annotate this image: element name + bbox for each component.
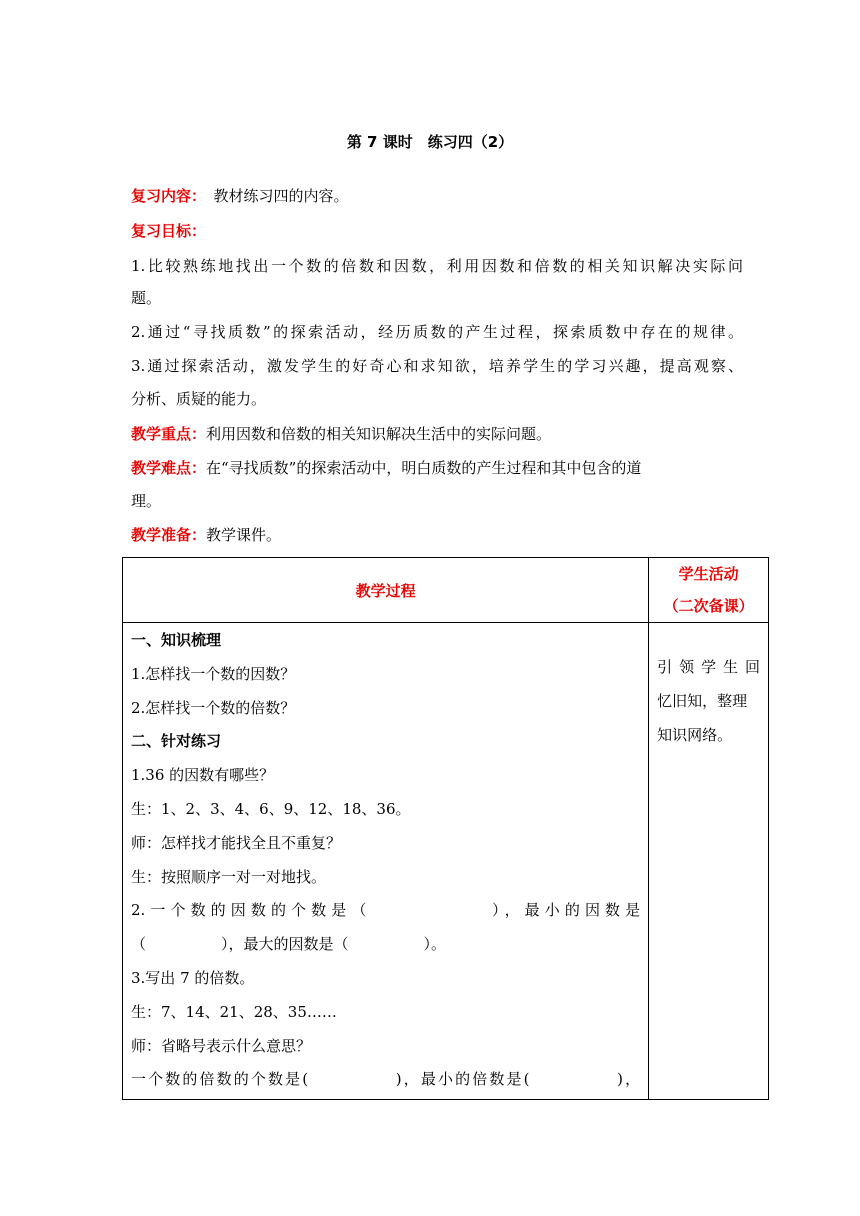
content-line: 生：7、14、21、28、35……	[131, 1002, 337, 1021]
review-goals-heading	[131, 220, 743, 242]
review-goal-line: 1.比较熟练地找出一个数的倍数和因数，利用因数和倍数的相关知识解决实际问	[131, 257, 743, 275]
review-goal-line: 分析、质疑的能力。	[131, 390, 267, 408]
content-line: 2.一个数的因数的个数是（ ），最小的因数是	[131, 901, 641, 920]
review-content-line	[131, 185, 743, 207]
table-body-row	[123, 623, 769, 1100]
header-teaching-process: 教学过程	[123, 558, 649, 623]
difficulty-line	[131, 457, 743, 479]
review-content-label: 复习内容：	[131, 187, 199, 205]
difficulty-label: 教学难点：	[131, 459, 207, 477]
content-line: 3.写出 7 的倍数。	[131, 968, 255, 987]
content-line: 生：1、2、3、4、6、9、12、18、36。	[131, 799, 411, 818]
content-line: 1.怎样找一个数的因数？	[131, 664, 296, 683]
key-point-line	[131, 423, 743, 445]
review-content-text: 教材练习四的内容。	[198, 187, 349, 205]
preparation-text: 教学课件。	[206, 526, 282, 544]
key-point-label: 教学重点：	[131, 425, 207, 443]
difficulty-text: 在“寻找质数”的探索活动中，明白质数的产生过程和其中包含的道	[206, 459, 642, 477]
teaching-process-cell	[123, 623, 649, 1100]
preparation-line	[131, 524, 743, 546]
page-title: 第 7 课时 练习四（2）	[346, 133, 514, 151]
content-line: 2.怎样找一个数的倍数？	[131, 698, 296, 717]
content-line: 1.36 的因数有哪些？	[131, 766, 275, 785]
header-side-line-1: 学生活动	[678, 565, 739, 583]
key-point-text: 利用因数和倍数的相关知识解决生活中的实际问题。	[206, 425, 552, 443]
review-goal-line: 2.通过“寻找质数”的探索活动，经历质数的产生过程，探索质数中存在的规律。	[131, 323, 743, 341]
header-student-activity	[649, 558, 769, 623]
review-goal-line: 题。	[131, 289, 162, 307]
lesson-table	[122, 557, 769, 1100]
section-heading: 二、针对练习	[131, 732, 222, 751]
activity-line: 知识网络。	[657, 726, 733, 744]
activity-line: 引领学生回	[657, 658, 760, 676]
student-activity-cell	[649, 623, 769, 1100]
content-line: 一个数的倍数的个数是( )，最小的倍数是( )，	[131, 1070, 641, 1089]
table-header-row	[123, 558, 769, 623]
section-heading: 一、知识梳理	[131, 631, 222, 649]
content-line: 生：按照顺序一对一对地找。	[131, 867, 327, 886]
preparation-label: 教学准备：	[131, 526, 207, 544]
content-line: 师：省略号表示什么意思？	[131, 1036, 312, 1055]
review-goal-line: 3.通过探索活动，激发学生的好奇心和求知欲，培养学生的学习兴趣，提高观察、	[131, 357, 743, 375]
difficulty-line-2: 理。	[131, 492, 162, 510]
content-line: （ ），最大的因数是（ ）。	[131, 935, 447, 954]
activity-line: 忆旧知，整理	[657, 692, 748, 710]
review-goals-label: 复习目标：	[131, 222, 207, 240]
content-line: 师：怎样找才能找全且不重复？	[131, 833, 342, 852]
header-side-line-2: （二次备课）	[663, 597, 754, 615]
